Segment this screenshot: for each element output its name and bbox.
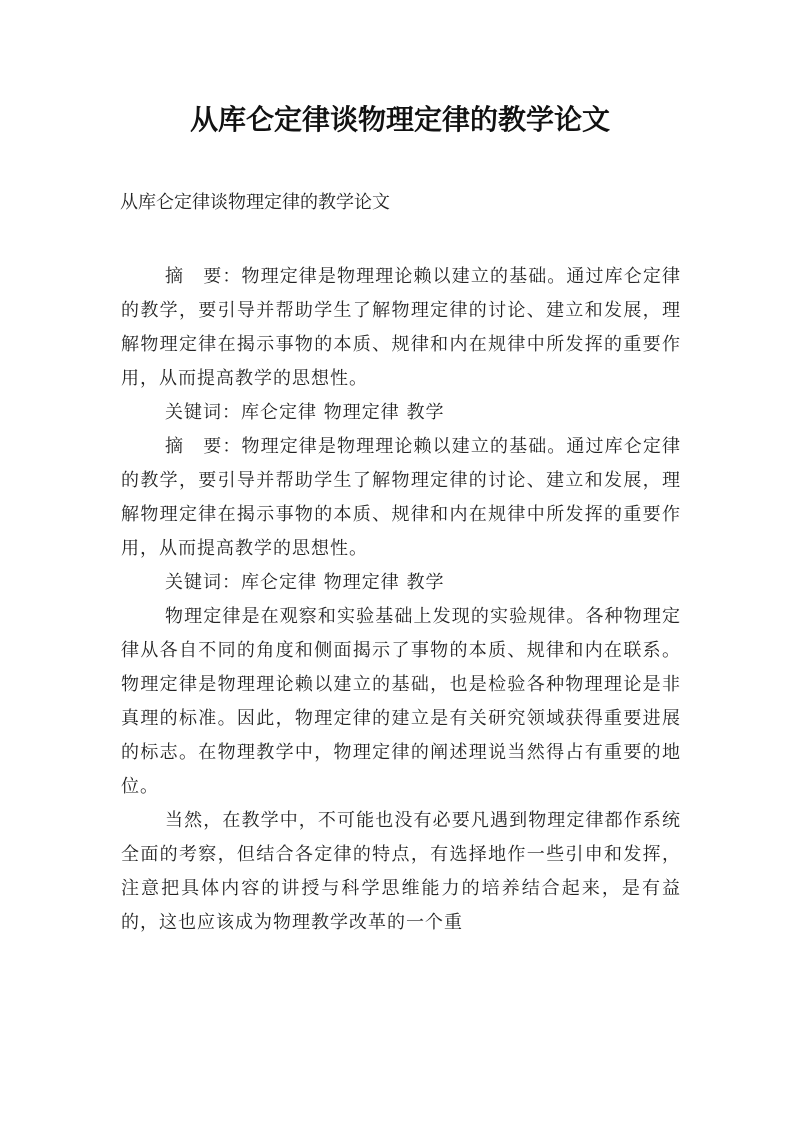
body-paragraph: 当然，在教学中，不可能也没有必要凡遇到物理定律都作系统全面的考察，但结合各定律的特点，有选择地作一些引申和发挥，注意把具体内容的讲授与科学思维能力的培养结合起来，是有益的，这也应该成为物理教学改革的一个重 — [121, 810, 681, 933]
document-body — [121, 260, 681, 940]
keywords-line-repeat: 关键词：库仑定律 物理定律 教学 — [165, 572, 445, 593]
abstract-paragraph-repeat: 摘 要：物理定律是物理理论赖以建立的基础。通过库仑定律的教学，要引导并帮助学生了解物理定律的讨论、建立和发展，理解物理定律在揭示事物的本质、规律和内在规律中所发挥的重要作用，从而提高教学的思想性。 — [121, 436, 681, 559]
document-title: 从库仑定律谈物理定律的教学论文 — [189, 103, 610, 136]
document-subtitle: 从库仑定律谈物理定律的教学论文 — [120, 192, 390, 213]
body-paragraph: 物理定律是在观察和实验基础上发现的实验规律。各种物理定律从各自不同的角度和侧面揭示了事物的本质、规律和内在联系。物理定律是物理理论赖以建立的基础，也是检验各种物理理论是非真理的标准。因此，物理定律的建立是有关研究领域获得重要进展的标志。在物理教学中，物理定律的阐述理说当然得占有重要的地位。 — [121, 606, 681, 797]
abstract-paragraph: 摘 要：物理定律是物理理论赖以建立的基础。通过库仑定律的教学，要引导并帮助学生了解物理定律的讨论、建立和发展，理解物理定律在揭示事物的本质、规律和内在规律中所发挥的重要作用，从而提高教学的思想性。 — [121, 266, 681, 389]
keywords-line: 关键词：库仑定律 物理定律 教学 — [165, 402, 445, 423]
